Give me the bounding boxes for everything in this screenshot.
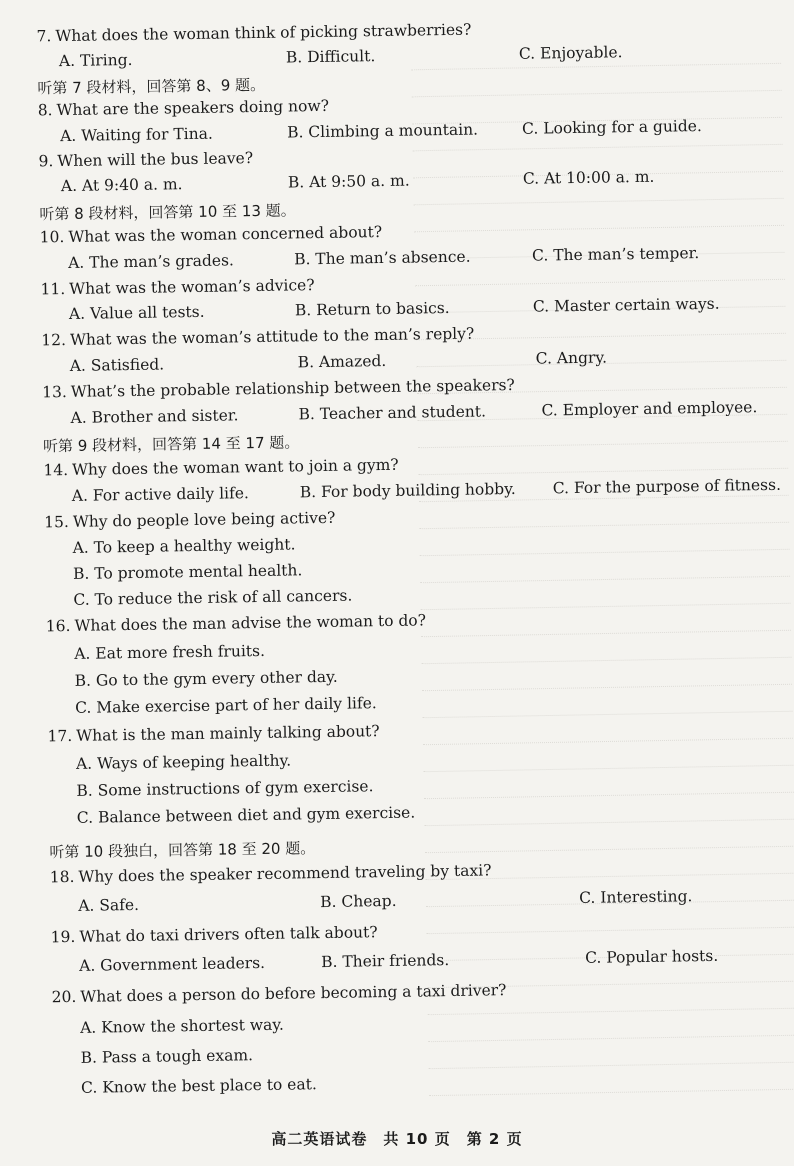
question-20: 20. What does a person do before becoming a taxi driver? bbox=[51, 981, 507, 1007]
bleed-through-text bbox=[411, 37, 794, 1103]
question-12: 12. What was the woman’s attitude to the man’s reply? bbox=[41, 324, 475, 350]
question-14: 14. Why does the woman want to join a gym? bbox=[43, 455, 399, 480]
option-12a: A. Satisfied. bbox=[69, 355, 165, 375]
option-17c: C. Balance between diet and gym exercise. bbox=[76, 803, 416, 827]
option-11c: C. Master certain ways. bbox=[532, 294, 720, 316]
option-16a: A. Eat more fresh fruits. bbox=[74, 641, 266, 663]
option-14c: C. For the purpose of fitness. bbox=[552, 475, 782, 498]
option-11a: A. Value all tests. bbox=[68, 302, 205, 323]
option-16c: C. Make exercise part of her daily life. bbox=[74, 694, 377, 717]
option-9b: B. At 9:50 a. m. bbox=[287, 171, 410, 192]
page-footer: 高二英语试卷 共 10 页 第 2 页 bbox=[271, 1130, 523, 1148]
option-10b: B. The man’s absence. bbox=[293, 247, 471, 269]
option-18a: A. Safe. bbox=[78, 895, 140, 915]
section-heading-8: 听第 8 段材料，回答第 10 至 13 题。 bbox=[39, 201, 296, 224]
section-heading-9: 听第 9 段材料，回答第 14 至 17 题。 bbox=[42, 433, 300, 456]
option-18b: B. Cheap. bbox=[320, 891, 397, 912]
option-16b: B. Go to the gym every other day. bbox=[74, 667, 338, 690]
question-17: 17. What is the man mainly talking about? bbox=[47, 722, 380, 746]
option-17a: A. Ways of keeping healthy. bbox=[75, 751, 292, 773]
option-12b: B. Amazed. bbox=[297, 351, 387, 372]
option-10a: A. The man’s grades. bbox=[67, 251, 235, 272]
option-20c: C. Know the best place to eat. bbox=[80, 1075, 317, 1097]
option-8b: B. Climbing a mountain. bbox=[286, 120, 479, 142]
question-18: 18. Why does the speaker recommend traveling by taxi? bbox=[49, 861, 492, 887]
section-heading-7: 听第 7 段材料，回答第 8、9 题。 bbox=[37, 75, 266, 98]
option-18c: C. Interesting. bbox=[579, 887, 693, 908]
option-15c: C. To reduce the risk of all cancers. bbox=[73, 586, 353, 609]
option-19c: C. Popular hosts. bbox=[584, 946, 719, 967]
option-11b: B. Return to basics. bbox=[294, 298, 450, 320]
option-9c: C. At 10:00 a. m. bbox=[522, 167, 655, 188]
option-7b: B. Difficult. bbox=[285, 47, 376, 67]
option-20a: A. Know the shortest way. bbox=[80, 1015, 285, 1037]
option-13a: A. Brother and sister. bbox=[70, 406, 239, 427]
question-11: 11. What was the woman’s advice? bbox=[40, 276, 315, 299]
question-7: 7. What does the woman think of picking strawberries? bbox=[36, 20, 472, 46]
option-7c: C. Enjoyable. bbox=[518, 43, 623, 63]
question-9: 9. When will the bus leave? bbox=[38, 149, 254, 171]
option-9a: A. At 9:40 a. m. bbox=[60, 175, 183, 196]
option-20b: B. Pass a tough exam. bbox=[80, 1046, 254, 1067]
option-8c: C. Looking for a guide. bbox=[521, 116, 702, 138]
option-10c: C. The man’s temper. bbox=[531, 244, 700, 265]
question-10: 10. What was the woman concerned about? bbox=[39, 223, 383, 247]
option-14b: B. For body building hobby. bbox=[299, 479, 516, 502]
section-heading-10: 听第 10 段独白，回答第 18 至 20 题。 bbox=[49, 839, 316, 862]
option-8a: A. Waiting for Tina. bbox=[60, 124, 213, 146]
option-12c: C. Angry. bbox=[535, 348, 608, 368]
option-15a: A. To keep a healthy weight. bbox=[72, 535, 296, 557]
option-15b: B. To promote mental health. bbox=[72, 561, 303, 583]
option-19a: A. Government leaders. bbox=[79, 953, 266, 975]
question-8: 8. What are the speakers doing now? bbox=[37, 96, 330, 120]
question-13: 13. What’s the probable relationship between the speakers? bbox=[42, 375, 515, 402]
option-7a: A. Tiring. bbox=[58, 50, 133, 71]
option-14a: A. For active daily life. bbox=[71, 484, 250, 505]
option-13c: C. Employer and employee. bbox=[541, 398, 758, 420]
question-19: 19. What do taxi drivers often talk about? bbox=[50, 923, 378, 947]
question-15: 15. Why do people love being active? bbox=[44, 508, 336, 532]
option-13b: B. Teacher and student. bbox=[298, 402, 487, 424]
option-19b: B. Their friends. bbox=[321, 951, 450, 972]
option-17b: B. Some instructions of gym exercise. bbox=[76, 777, 374, 800]
question-16: 16. What does the man advise the woman to do? bbox=[45, 611, 427, 636]
